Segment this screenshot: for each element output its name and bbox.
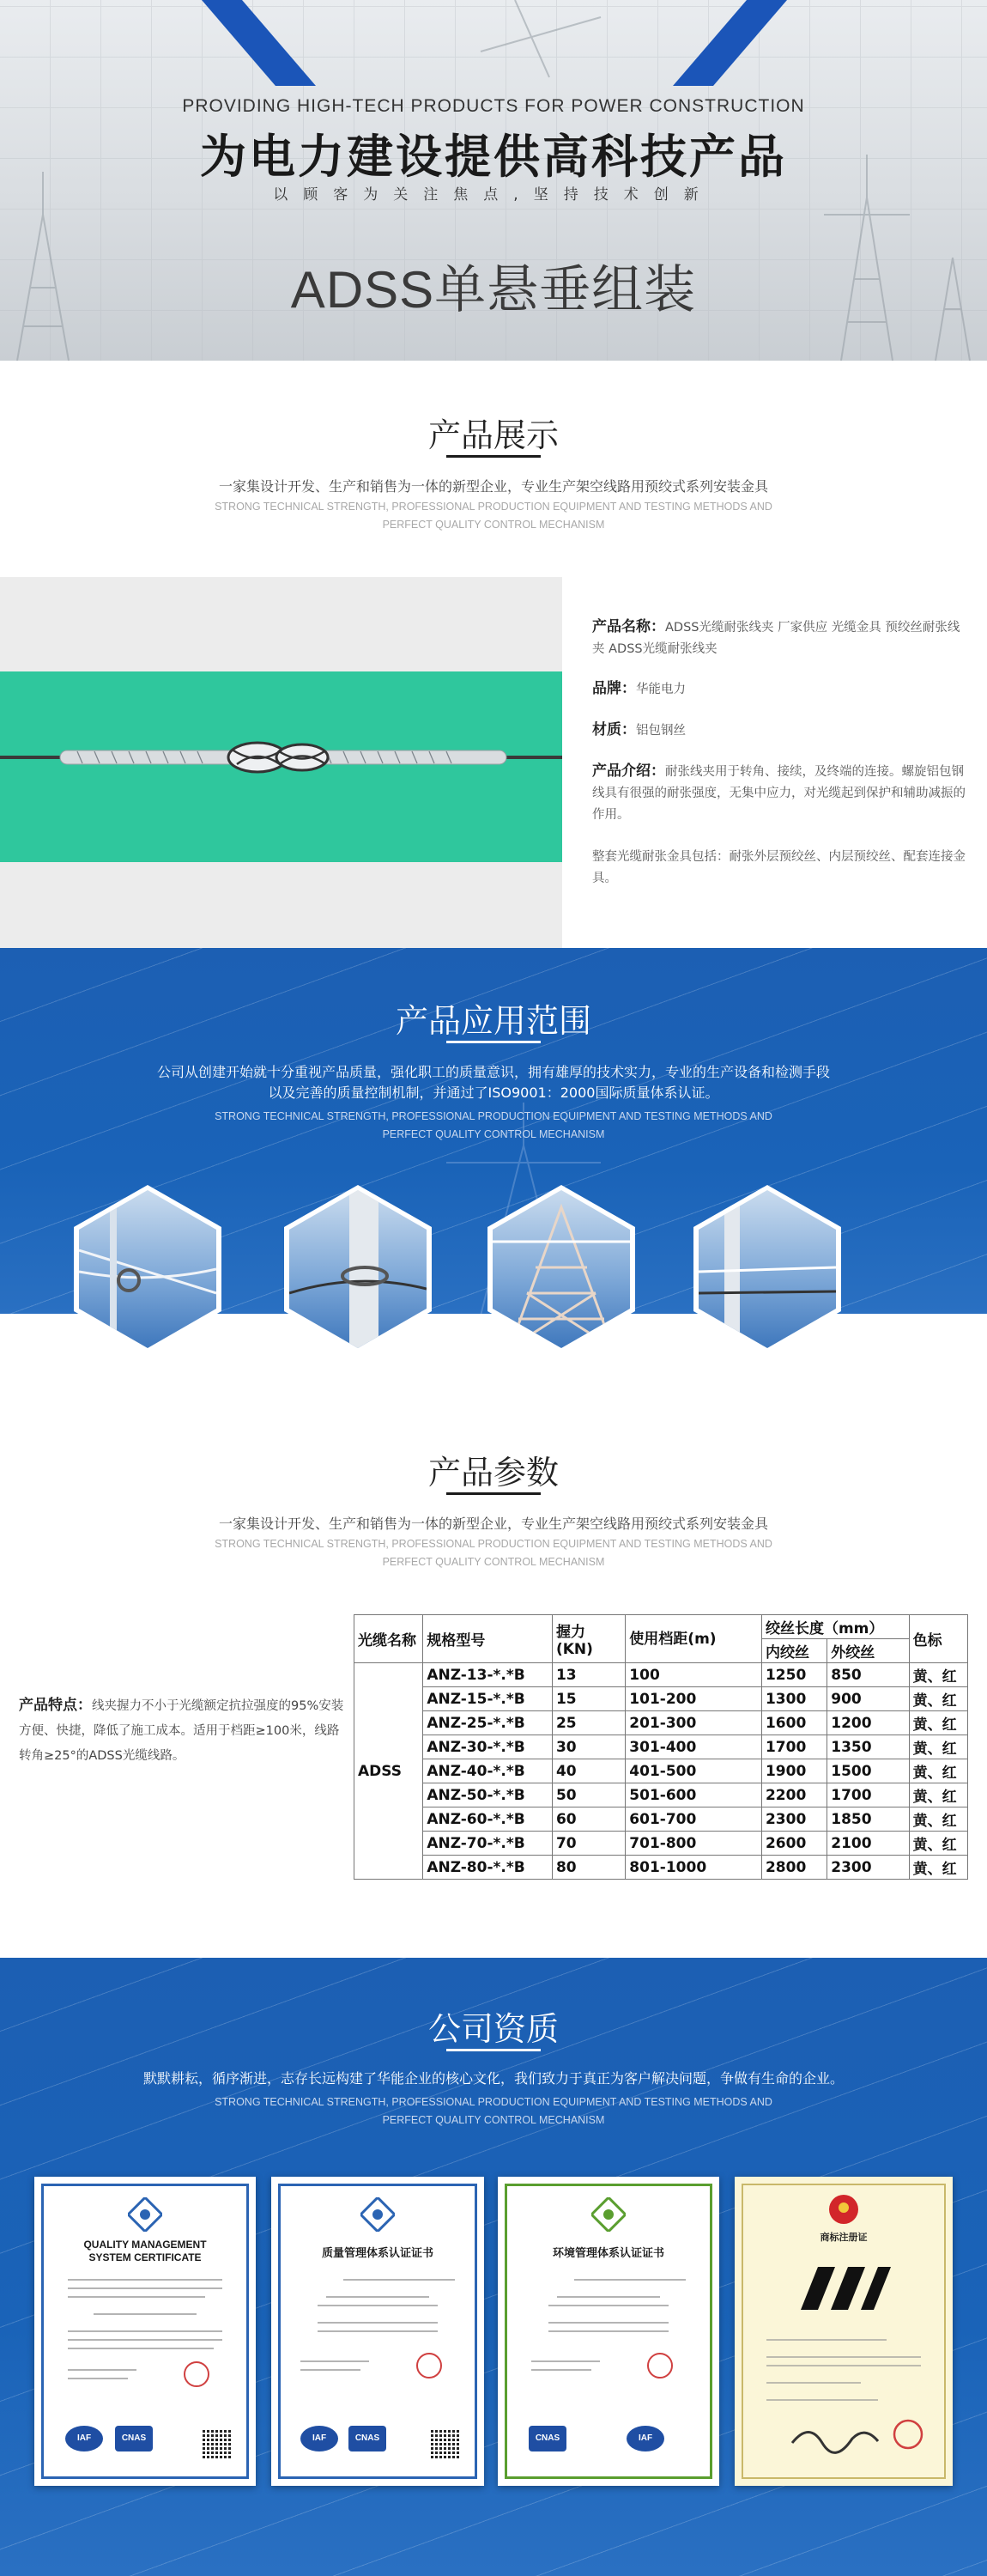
cell-color: 黄、红 xyxy=(909,1807,967,1832)
display-desc: 一家集设计开发、生产和销售为一体的新型企业，专业生产架空线路用预绞式系列安装金具 xyxy=(218,478,768,495)
cell-inner: 1250 xyxy=(761,1663,827,1687)
features-text: 线夹握力不小于光缆额定抗拉强度的95%安装方便、快捷，降低了施工成本。适用于档距≥100米，线路转角≥25°的ADSS光缆线路。 xyxy=(19,1699,344,1763)
cert-body-lines xyxy=(523,2271,694,2400)
cell-color: 黄、红 xyxy=(909,1759,967,1783)
cert-title: QUALITY MANAGEMENT xyxy=(83,2239,207,2251)
col-span: 使用档距(m) xyxy=(626,1615,762,1663)
intro-value: 耐张线夹用于转角、接续，及终端的连接。螺旋铝包钢线具有很强的耐张强度，无集中应力，对光缆起到保护和辅助减振的作用。 xyxy=(592,765,966,822)
cell-span: 201-300 xyxy=(626,1711,762,1735)
cert-body-lines xyxy=(292,2271,463,2400)
scope-title: 产品应用范围 xyxy=(395,1002,591,1040)
cell-outer: 2300 xyxy=(827,1856,909,1880)
certificate-trademark xyxy=(735,2177,953,2486)
cell-outer: 1850 xyxy=(827,1807,909,1832)
table-row xyxy=(354,1759,968,1783)
material-value: 铝包钢丝 xyxy=(636,724,686,738)
cell-model: ANZ-15-*.*B xyxy=(423,1687,553,1711)
national-emblem-icon xyxy=(827,2192,861,2227)
trademark-logo-icon xyxy=(792,2263,895,2314)
hero-subtitle: 以顾客为关注焦点,坚持技术创新 xyxy=(273,186,714,204)
cell-outer: 850 xyxy=(827,1663,909,1687)
cell-color: 黄、红 xyxy=(909,1856,967,1880)
cell-grip: 15 xyxy=(552,1687,625,1711)
col-inner: 内绞丝 xyxy=(761,1639,827,1663)
display-en: STRONG TECHNICAL STRENGTH, PROFESSIONAL PRODUCTION EQUIPMENT AND TESTING METHODS AND PERFECT QUALITY CONTROL MECHANISM xyxy=(215,501,772,531)
cell-inner: 2800 xyxy=(761,1856,827,1880)
cell-inner: 1900 xyxy=(761,1759,827,1783)
table-header-row xyxy=(354,1615,968,1639)
table-row xyxy=(354,1856,968,1880)
table-row xyxy=(354,1711,968,1735)
params-desc: 一家集设计开发、生产和销售为一体的新型企业，专业生产架空线路用预绞式系列安装金具 xyxy=(218,1516,768,1532)
cnas-badge: CNAS xyxy=(348,2426,386,2451)
cell-span: 801-1000 xyxy=(626,1856,762,1880)
table-row xyxy=(354,1663,968,1687)
col-length: 绞丝长度（mm） xyxy=(761,1615,909,1639)
col-color: 色标 xyxy=(909,1615,967,1663)
col-cable-name: 光缆名称 xyxy=(354,1615,423,1663)
cell-color: 黄、红 xyxy=(909,1832,967,1856)
cert-body-lines xyxy=(758,2331,929,2460)
cell-outer: 1350 xyxy=(827,1735,909,1759)
cell-span: 101-200 xyxy=(626,1687,762,1711)
qr-code-icon xyxy=(203,2429,232,2458)
cell-span: 701-800 xyxy=(626,1832,762,1856)
cert-title: 环境管理体系认证证书 xyxy=(552,2247,664,2260)
cell-model: ANZ-70-*.*B xyxy=(423,1832,553,1856)
brand-label: 品牌： xyxy=(592,680,636,697)
cell-grip: 13 xyxy=(552,1663,625,1687)
iaf-badge: IAF xyxy=(300,2426,338,2451)
hero-product-name: ADSS单悬垂组装 xyxy=(290,261,697,319)
cell-grip: 80 xyxy=(552,1856,625,1880)
cell-model: ANZ-50-*.*B xyxy=(423,1783,553,1807)
cell-inner: 2600 xyxy=(761,1832,827,1856)
cell-span: 601-700 xyxy=(626,1807,762,1832)
table-row xyxy=(354,1807,968,1832)
intro-label: 产品介绍： xyxy=(592,762,665,780)
cell-model: ANZ-25-*.*B xyxy=(423,1711,553,1735)
cell-color: 黄、红 xyxy=(909,1687,967,1711)
cell-outer: 900 xyxy=(827,1687,909,1711)
cell-inner: 2200 xyxy=(761,1783,827,1807)
cell-outer: 1500 xyxy=(827,1759,909,1783)
display-title-underline xyxy=(446,455,541,458)
cell-grip: 70 xyxy=(552,1832,625,1856)
certificate-quality-cn xyxy=(271,2177,484,2486)
qr-code-icon xyxy=(431,2429,460,2458)
scope-desc-line2: 以及完善的质量控制机制，并通过了ISO9001：2000国际质量体系认证。 xyxy=(268,1084,719,1101)
cell-outer: 2100 xyxy=(827,1832,909,1856)
cell-outer: 1700 xyxy=(827,1783,909,1807)
cell-cable-name: ADSS xyxy=(354,1663,423,1880)
cert-body-lines xyxy=(59,2271,231,2400)
table-body xyxy=(354,1663,968,1880)
cell-inner: 1300 xyxy=(761,1687,827,1711)
table-row xyxy=(354,1735,968,1759)
components-text: 整套光缆耐张金具包括：耐张外层预绞丝、内层预绞丝、配套连接金具。 xyxy=(592,850,966,885)
table-row xyxy=(354,1832,968,1856)
scope-title-underline xyxy=(446,1041,541,1043)
cert-logo-icon xyxy=(360,2197,395,2232)
cell-grip: 40 xyxy=(552,1759,625,1783)
cell-span: 100 xyxy=(626,1663,762,1687)
table-row xyxy=(354,1783,968,1807)
scope-desc-line1: 公司从创建开始就十分重视产品质量，强化职工的质量意识，拥有雄厚的技术实力，专业的生产设备和检测手段 xyxy=(156,1064,830,1080)
product-features xyxy=(19,1693,349,1769)
hero-title: 为电力建设提供高科技产品 xyxy=(200,130,787,184)
params-en: STRONG TECHNICAL STRENGTH, PROFESSIONAL PRODUCTION EQUIPMENT AND TESTING METHODS AND PERFECT QUALITY CONTROL MECHANISM xyxy=(215,1538,772,1568)
params-table xyxy=(354,1614,968,1880)
cell-grip: 50 xyxy=(552,1783,625,1807)
quals-title-underline xyxy=(446,2049,541,2051)
clamp-illustration xyxy=(0,671,562,862)
cell-model: ANZ-60-*.*B xyxy=(423,1807,553,1832)
cell-grip: 60 xyxy=(552,1807,625,1832)
product-name-value: ADSS光缆耐张线夹 厂家供应 光缆金具 预绞丝耐张线夹 ADSS光缆耐张线夹 xyxy=(592,621,960,656)
iaf-badge: IAF xyxy=(65,2426,103,2451)
cell-color: 黄、红 xyxy=(909,1711,967,1735)
cert-logo-icon xyxy=(591,2197,626,2232)
quals-desc: 默默耕耘，循序渐进，志存长远构建了华能企业的核心文化，我们致力于真正为客户解决问题，争做有生命的企业。 xyxy=(142,2070,844,2087)
quals-title: 公司资质 xyxy=(427,2010,559,2048)
features-label: 产品特点： xyxy=(19,1697,92,1714)
cell-color: 黄、红 xyxy=(909,1783,967,1807)
quals-en: STRONG TECHNICAL STRENGTH, PROFESSIONAL PRODUCTION EQUIPMENT AND TESTING METHODS AND PERFECT QUALITY CONTROL MECHANISM xyxy=(215,2096,772,2126)
cell-model: ANZ-30-*.*B xyxy=(423,1735,553,1759)
hero-english-tagline: PROVIDING HIGH-TECH PRODUCTS FOR POWER CONSTRUCTION xyxy=(182,96,805,116)
cell-grip: 25 xyxy=(552,1711,625,1735)
iaf-badge: IAF xyxy=(627,2426,664,2451)
material-row xyxy=(592,720,970,742)
cell-color: 黄、红 xyxy=(909,1663,967,1687)
cell-inner: 2300 xyxy=(761,1807,827,1832)
product-name-label: 产品名称： xyxy=(592,618,665,635)
cert-title: 质量管理体系认证证书 xyxy=(321,2247,433,2260)
params-title-underline xyxy=(446,1492,541,1495)
cert-subtitle: SYSTEM CERTIFICATE xyxy=(88,2251,202,2263)
params-title: 产品参数 xyxy=(427,1454,559,1492)
cell-grip: 30 xyxy=(552,1735,625,1759)
material-label: 材质： xyxy=(592,721,636,738)
display-title: 产品展示 xyxy=(427,416,559,454)
cell-inner: 1600 xyxy=(761,1711,827,1735)
scope-en: STRONG TECHNICAL STRENGTH, PROFESSIONAL PRODUCTION EQUIPMENT AND TESTING METHODS AND PERFECT QUALITY CONTROL MECHANISM xyxy=(215,1110,772,1140)
certificate-quality-en xyxy=(34,2177,256,2486)
brand-value: 华能电力 xyxy=(636,683,686,696)
cell-inner: 1700 xyxy=(761,1735,827,1759)
certificate-environment xyxy=(498,2177,719,2486)
cert-title: 商标注册证 xyxy=(820,2232,868,2243)
col-grip: 握力(KN) xyxy=(552,1615,625,1663)
cell-outer: 1200 xyxy=(827,1711,909,1735)
cell-span: 501-600 xyxy=(626,1783,762,1807)
product-name-row xyxy=(592,617,970,660)
cell-model: ANZ-80-*.*B xyxy=(423,1856,553,1880)
cell-model: ANZ-40-*.*B xyxy=(423,1759,553,1783)
cnas-badge: CNAS xyxy=(529,2426,566,2451)
cell-span: 401-500 xyxy=(626,1759,762,1783)
cnas-badge: CNAS xyxy=(115,2426,153,2451)
product-photo xyxy=(0,577,562,948)
brand-row xyxy=(592,678,970,701)
cell-span: 301-400 xyxy=(626,1735,762,1759)
cell-color: 黄、红 xyxy=(909,1735,967,1759)
table-row xyxy=(354,1687,968,1711)
hero-banner xyxy=(0,0,987,361)
col-model: 规格型号 xyxy=(423,1615,553,1663)
intro-row xyxy=(592,761,970,826)
col-outer: 外绞丝 xyxy=(827,1639,909,1663)
cell-model: ANZ-13-*.*B xyxy=(423,1663,553,1687)
cert-logo-icon xyxy=(128,2197,162,2232)
